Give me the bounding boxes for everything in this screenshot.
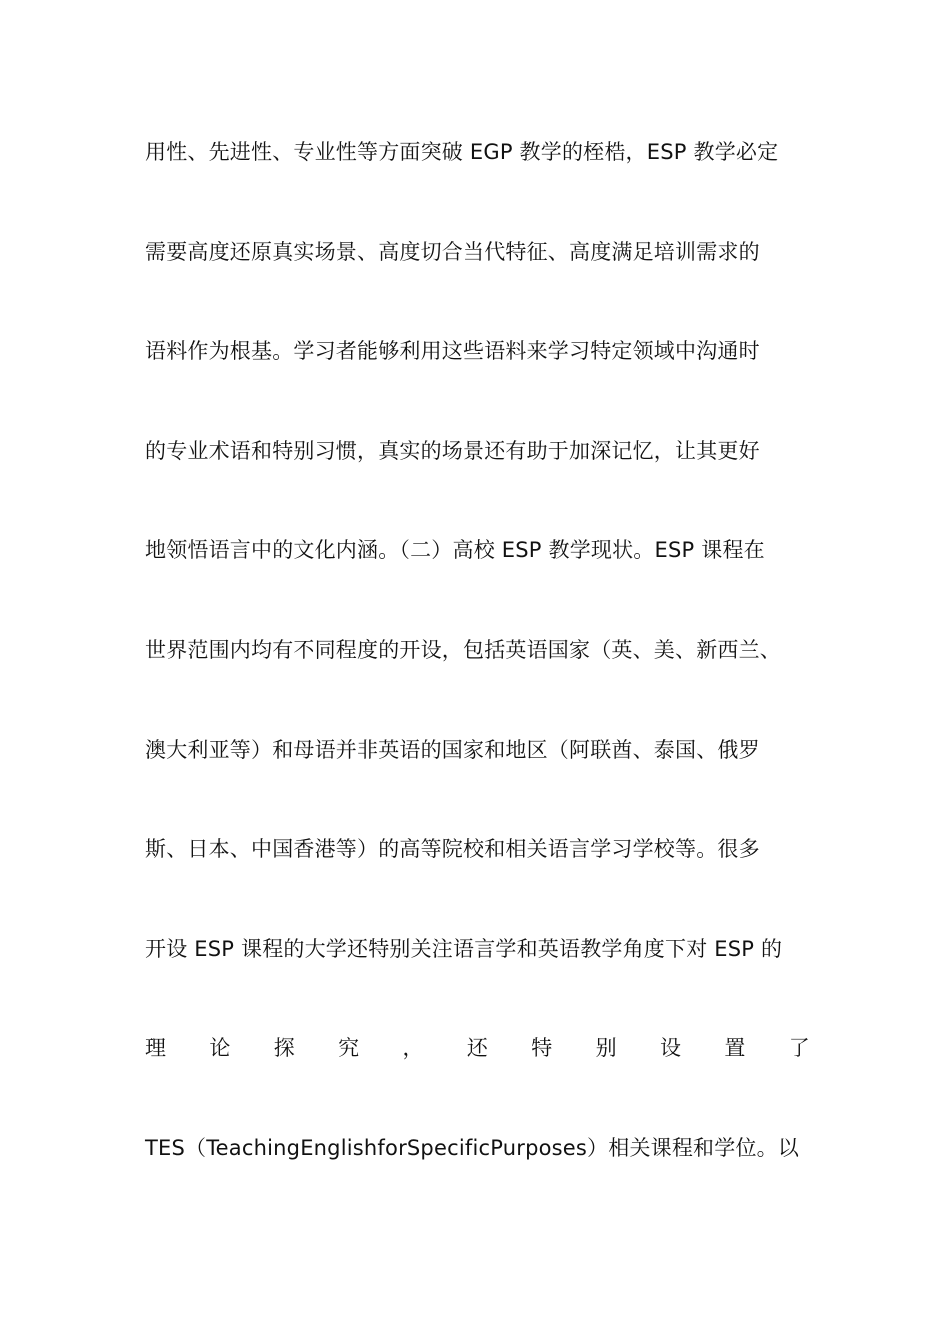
text-char: 别 [595,1036,617,1061]
text-line: 开设 ESP 课程的大学还特别关注语言学和英语教学角度下对 ESP 的 [145,936,783,961]
text-char: ， [402,1036,424,1061]
text-line: 语料作为根基。学习者能够利用这些语料来学习特定领域中沟通时 [145,339,760,364]
text-char: 探 [273,1036,295,1061]
text-line: 的专业术语和特别习惯，真实的场景还有助于加深记忆，让其更好 [145,438,760,463]
text-line: 澳大利亚等）和母语并非英语的国家和地区（阿联酋、泰国、俄罗 [145,737,760,762]
justified-text-line [145,1028,810,1128]
text-char: 了 [788,1036,810,1061]
text-line: 世界范围内均有不同程度的开设，包括英语国家（英、美、新西兰、 [145,637,781,662]
text-char: 置 [724,1036,746,1061]
text-line: 斯、日本、中国香港等）的高等院校和相关语言学习学校等。很多 [145,837,760,862]
text-char: 理 [145,1036,167,1061]
body-text [145,132,810,1228]
text-line: TES（TeachingEnglishforSpecificPurposes）相关课程和学位。以 [145,1135,800,1160]
text-char: 设 [660,1036,682,1061]
text-line: 地领悟语言中的文化内涵。（二）高校 ESP 教学现状。ESP 课程在 [145,538,765,563]
text-line: 用性、先进性、专业性等方面突破 EGP 教学的桎梏，ESP 教学必定 [145,140,779,164]
text-char: 究 [338,1036,360,1061]
text-line: 需要高度还原真实场景、高度切合当代特征、高度满足培训需求的 [145,239,760,264]
text-char: 还 [466,1036,489,1061]
text-char: 特 [531,1036,553,1061]
text-char: 论 [209,1036,231,1061]
